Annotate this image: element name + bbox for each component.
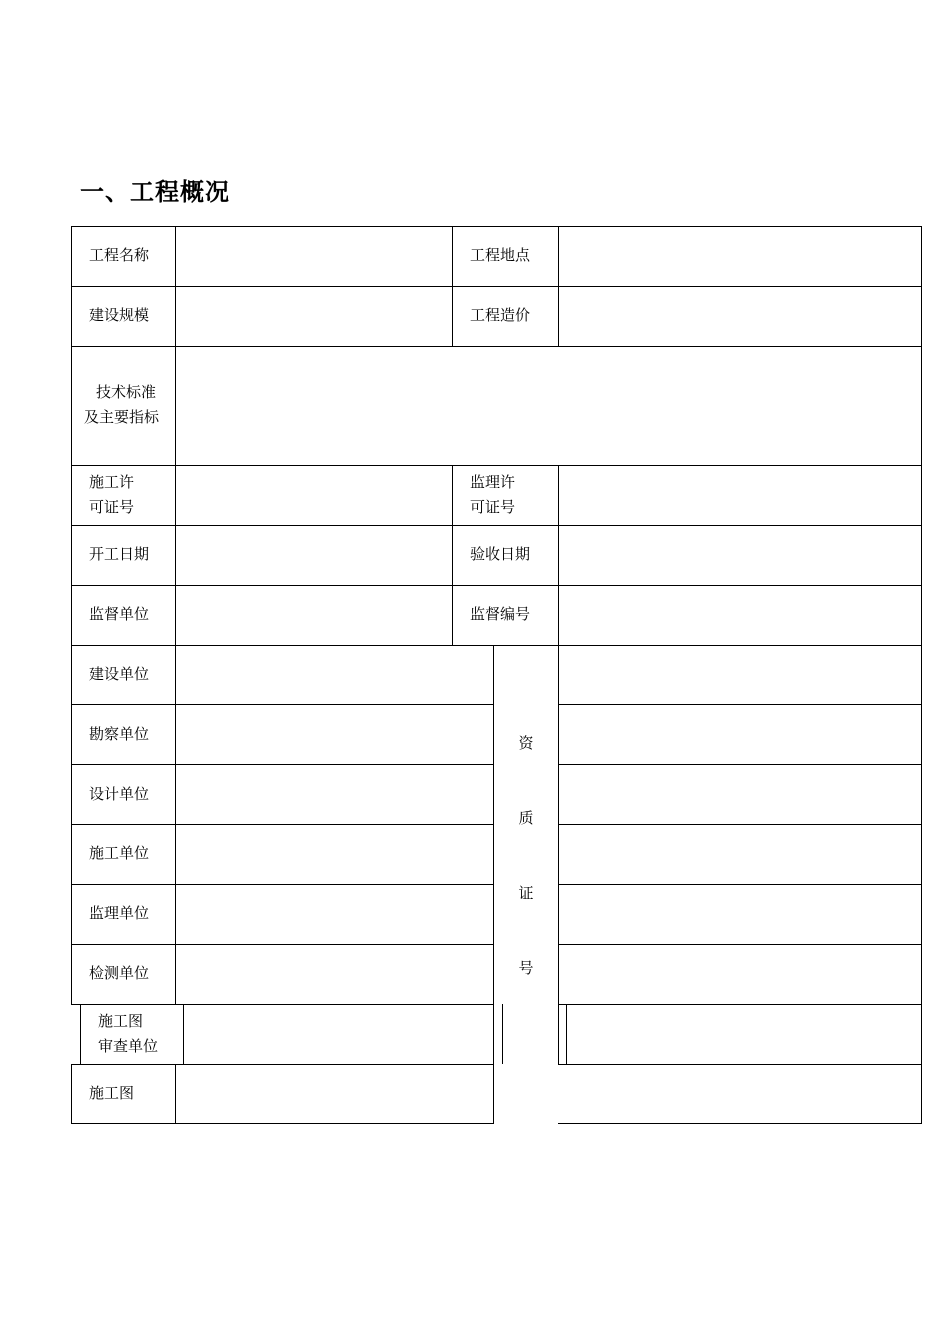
label-project-location: 工程地点 — [470, 246, 531, 264]
table-rule — [558, 1123, 922, 1124]
construction-qualification-field[interactable] — [559, 825, 921, 884]
label-supervisor-unit: 监理单位 — [89, 904, 150, 922]
supervision-number-field[interactable] — [559, 586, 921, 645]
label-construction-permit-line1: 施工许 — [89, 473, 135, 491]
table-rule — [502, 1004, 503, 1064]
construction-scale-field[interactable] — [176, 287, 452, 346]
label-construction-unit: 施工单位 — [89, 844, 150, 862]
drawings-field[interactable] — [176, 1065, 493, 1123]
label-tech-standard-line1: 技术标准 — [96, 383, 157, 401]
label-drawings: 施工图 — [89, 1084, 135, 1102]
label-owner-unit: 建设单位 — [89, 665, 150, 683]
construction-permit-field[interactable] — [176, 466, 452, 525]
survey-qualification-field[interactable] — [559, 705, 921, 764]
table-rule — [80, 1004, 81, 1064]
testing-unit-field[interactable] — [176, 945, 493, 1004]
label-acceptance-date: 验收日期 — [470, 545, 531, 563]
start-date-field[interactable] — [176, 526, 452, 585]
qualification-char-4: 号 — [518, 959, 534, 977]
label-construction-permit-line2: 可证号 — [89, 498, 135, 516]
label-project-cost: 工程造价 — [470, 306, 531, 324]
label-testing-unit: 检测单位 — [89, 964, 150, 982]
label-project-name: 工程名称 — [89, 246, 150, 264]
table-rule — [71, 1064, 72, 1124]
acceptance-date-field[interactable] — [559, 526, 921, 585]
supervisor-qualification-field[interactable] — [559, 885, 921, 944]
table-rule — [921, 226, 922, 1124]
label-supervision-permit-line2: 可证号 — [470, 498, 516, 516]
tech-standard-field[interactable] — [176, 347, 921, 465]
qualification-char-2: 质 — [518, 809, 534, 827]
label-construction-scale: 建设规模 — [89, 306, 150, 324]
construction-unit-field[interactable] — [176, 825, 493, 884]
drawing-review-unit-field[interactable] — [184, 1005, 493, 1064]
project-location-field[interactable] — [559, 227, 921, 286]
supervisor-unit-field[interactable] — [176, 885, 493, 944]
project-cost-field[interactable] — [559, 287, 921, 346]
supervision-permit-field[interactable] — [559, 466, 921, 525]
qualification-char-3: 证 — [518, 884, 534, 902]
drawings-qualification-field[interactable] — [559, 1065, 921, 1123]
table-rule — [452, 465, 453, 645]
label-start-date: 开工日期 — [89, 545, 150, 563]
supervising-unit-field[interactable] — [176, 586, 452, 645]
design-qualification-field[interactable] — [559, 765, 921, 824]
label-drawing-review-line2: 审查单位 — [98, 1037, 159, 1055]
survey-unit-field[interactable] — [176, 705, 493, 764]
drawing-review-qualification-field[interactable] — [567, 1005, 921, 1064]
label-survey-unit: 勘察单位 — [89, 725, 150, 743]
table-rule — [71, 1123, 494, 1124]
label-supervising-unit: 监督单位 — [89, 605, 150, 623]
qualification-char-1: 资 — [518, 734, 534, 752]
testing-qualification-field[interactable] — [559, 945, 921, 1004]
label-supervision-permit-line1: 监理许 — [470, 473, 516, 491]
table-rule — [71, 226, 72, 1004]
label-drawing-review-line1: 施工图 — [98, 1012, 144, 1030]
owner-unit-field[interactable] — [176, 646, 493, 704]
label-tech-standard-line2: 及主要指标 — [84, 408, 160, 426]
label-design-unit: 设计单位 — [89, 785, 150, 803]
label-supervision-number: 监督编号 — [470, 605, 531, 623]
project-name-field[interactable] — [176, 227, 452, 286]
table-rule — [452, 226, 453, 346]
design-unit-field[interactable] — [176, 765, 493, 824]
table-rule — [493, 645, 494, 1124]
section-title: 一、工程概况 — [80, 178, 230, 206]
owner-qualification-field[interactable] — [559, 646, 921, 704]
